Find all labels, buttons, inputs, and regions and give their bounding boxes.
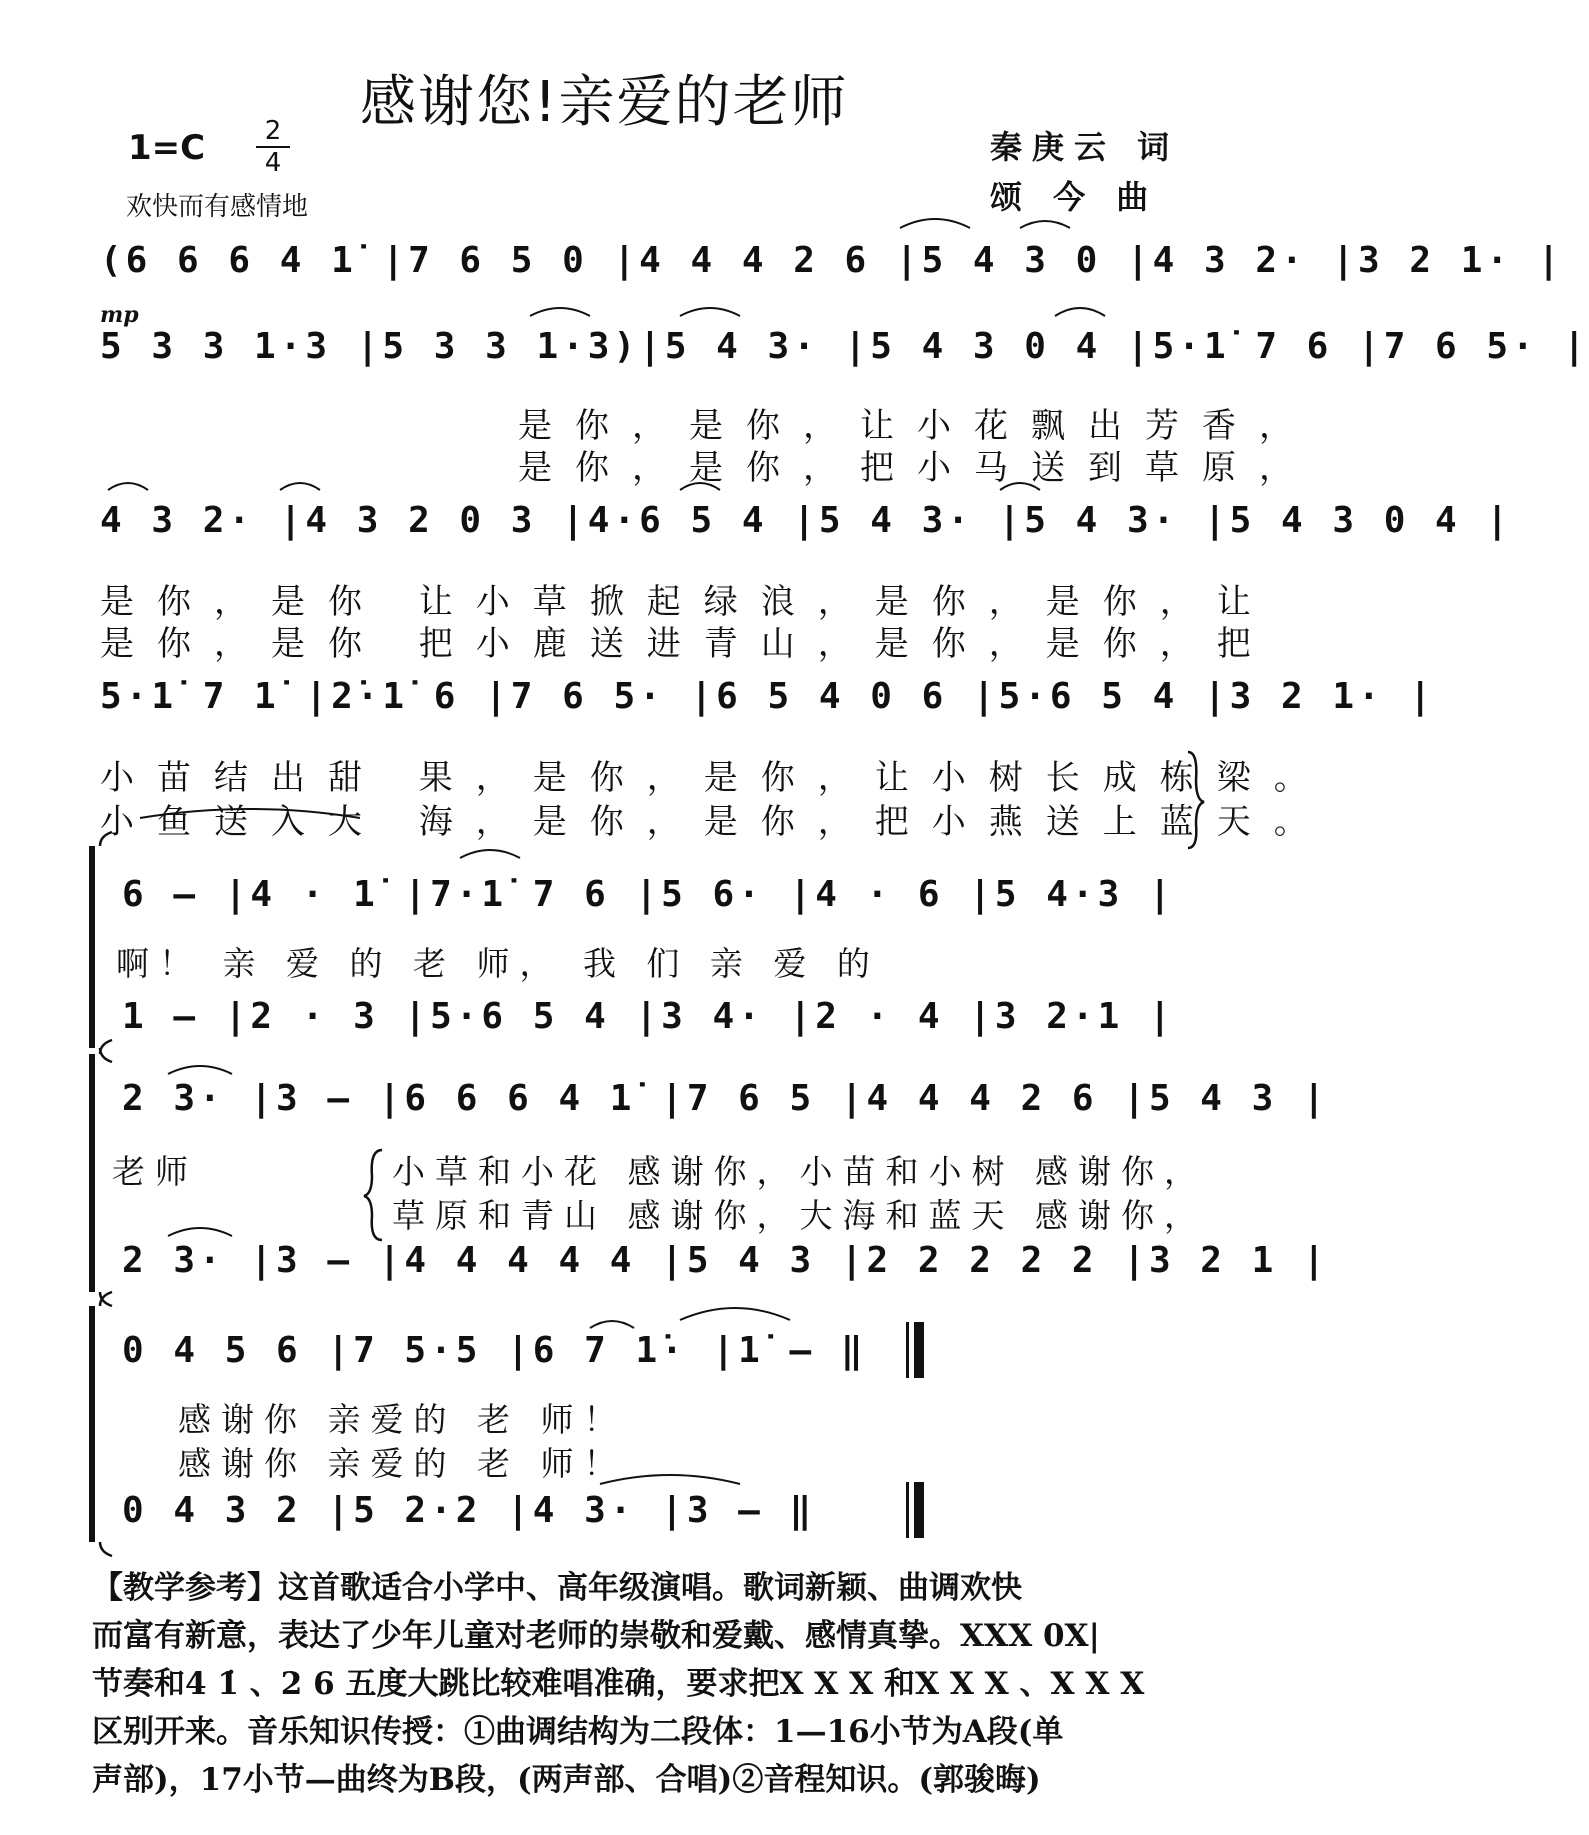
system-bracket [92,1040,112,1306]
composer-credit: 颂 今 曲 [990,178,1159,216]
key-signature: 1=C [128,128,206,168]
dynamic-mp: mp [100,302,139,328]
time-numerator: 2 [256,116,290,148]
tempo-marking: 欢快而有感情地 [126,192,309,222]
row3-notes: 4 3 2· |4 3 2 0 3 |4·6 5 4 |5 4 3· |5 4 3· |5 4 3 0 4 | [100,500,1513,541]
row4-lyric-verse1: 小苗结出甜 果，是你，是你，让小树长成栋梁。 [100,758,1331,798]
row6-upper-voice: 2 3· |3 – |6 6 6 4 1̇ |7 6 5 |4 4 4 2 6 |5 4 3 | [122,1078,1329,1119]
teaching-note-line1: 【教学参考】这首歌适合小学中、高年级演唱。歌词新颖、曲调欢快 [92,1570,1022,1606]
row6-lyric-verse1: 小草和小花 感谢你，小苗和小树 感谢你， [392,1152,1207,1191]
row1-notes: (6 6 6 4 1̇ |7 6 5 0 |4 4 4 2 6 |5 4 3 0 |4 3 2· |3 2 1· | [100,240,1564,281]
song-title: 感谢您!亲爱的老师 [360,70,849,135]
verse-brace [364,1150,382,1240]
row2-notes: 5 3 3 1·3 |5 3 3 1·3)|5 4 3· |5 4 3 0 4 |5·1̇ 7 6 |7 6 5· | [100,326,1589,367]
row7-upper-voice: 0 4 5 6 |7 5·5 |6 7 1̇· |1̇ – ‖ [122,1330,867,1371]
row5-upper-voice: 6 – |4 · 1̇ |7·1̇ 7 6 |5 6· |4 · 6 |5 4·3 | [122,874,1175,915]
verse-brace [1188,752,1204,848]
teaching-note-line3: 节奏和4 1̇ 、2 6 五度大跳比较难唱准确，要求把X X X 和X X X 、X X X [92,1666,1145,1702]
row3-lyric-verse1: 是你，是你 让小草掀起绿浪，是你，是你，让 [100,582,1274,622]
row4-lyric-verse2: 小鱼送入大 海，是你，是你，把小燕送上蓝天。 [100,802,1331,842]
row7-lower-voice: 0 4 3 2 |5 2·2 |4 3· |3 – ‖ [122,1490,816,1531]
time-denominator: 4 [264,148,282,178]
row5-lyric: 啊！ 亲 爱 的 老 师， 我 们 亲 爱 的 [116,944,880,983]
row2-lyric-verse1: 是你，是你，让小花飘出芳香， [518,406,1316,446]
final-barline [906,1482,924,1538]
system-bracket [92,1292,112,1556]
row7-lyric-verse1: 感谢你 亲爱的 老 师！ [178,1400,627,1439]
row6-lower-voice: 2 3· |3 – |4 4 4 4 4 |5 4 3 |2 2 2 2 2 |3 2 1 | [122,1240,1329,1281]
row6-lyric-verse2: 草原和青山 感谢你，大海和蓝天 感谢你， [392,1196,1207,1235]
row7-lyric-verse2: 感谢你 亲爱的 老 师！ [178,1444,627,1483]
row2-lyric-verse2: 是你，是你，把小马送到草原， [518,448,1316,488]
final-barline [906,1322,924,1378]
teaching-note-line5: 声部)，17小节—曲终为B段，(两声部、合唱)②音程知识。(郭骏晦) [92,1762,1041,1798]
row5-lower-voice: 1 – |2 · 3 |5·6 5 4 |3 4· |2 · 4 |3 2·1 | [122,996,1175,1037]
lyricist-credit: 秦庚云 词 [990,128,1180,166]
slur-marks [108,219,1105,1484]
teaching-note-line4: 区别开来。音乐知识传授：①曲调结构为二段体：1—16小节为A段(单 [92,1714,1064,1750]
row4-notes: 5·1̇ 7 1̇ |2̇·1̇ 6 |7 6 5· |6 5 4 0 6 |5·6 5 4 |3 2 1· | [100,676,1436,717]
teaching-note-line2: 而富有新意，表达了少年儿童对老师的崇敬和爱戴、感情真挚。XXX 0X| [92,1618,1100,1654]
system-bracket [92,832,112,1062]
row3-lyric-verse2: 是你，是你 把小鹿送进青山，是你，是你，把 [100,624,1274,664]
row6-lyric-start: 老师 [112,1152,198,1191]
